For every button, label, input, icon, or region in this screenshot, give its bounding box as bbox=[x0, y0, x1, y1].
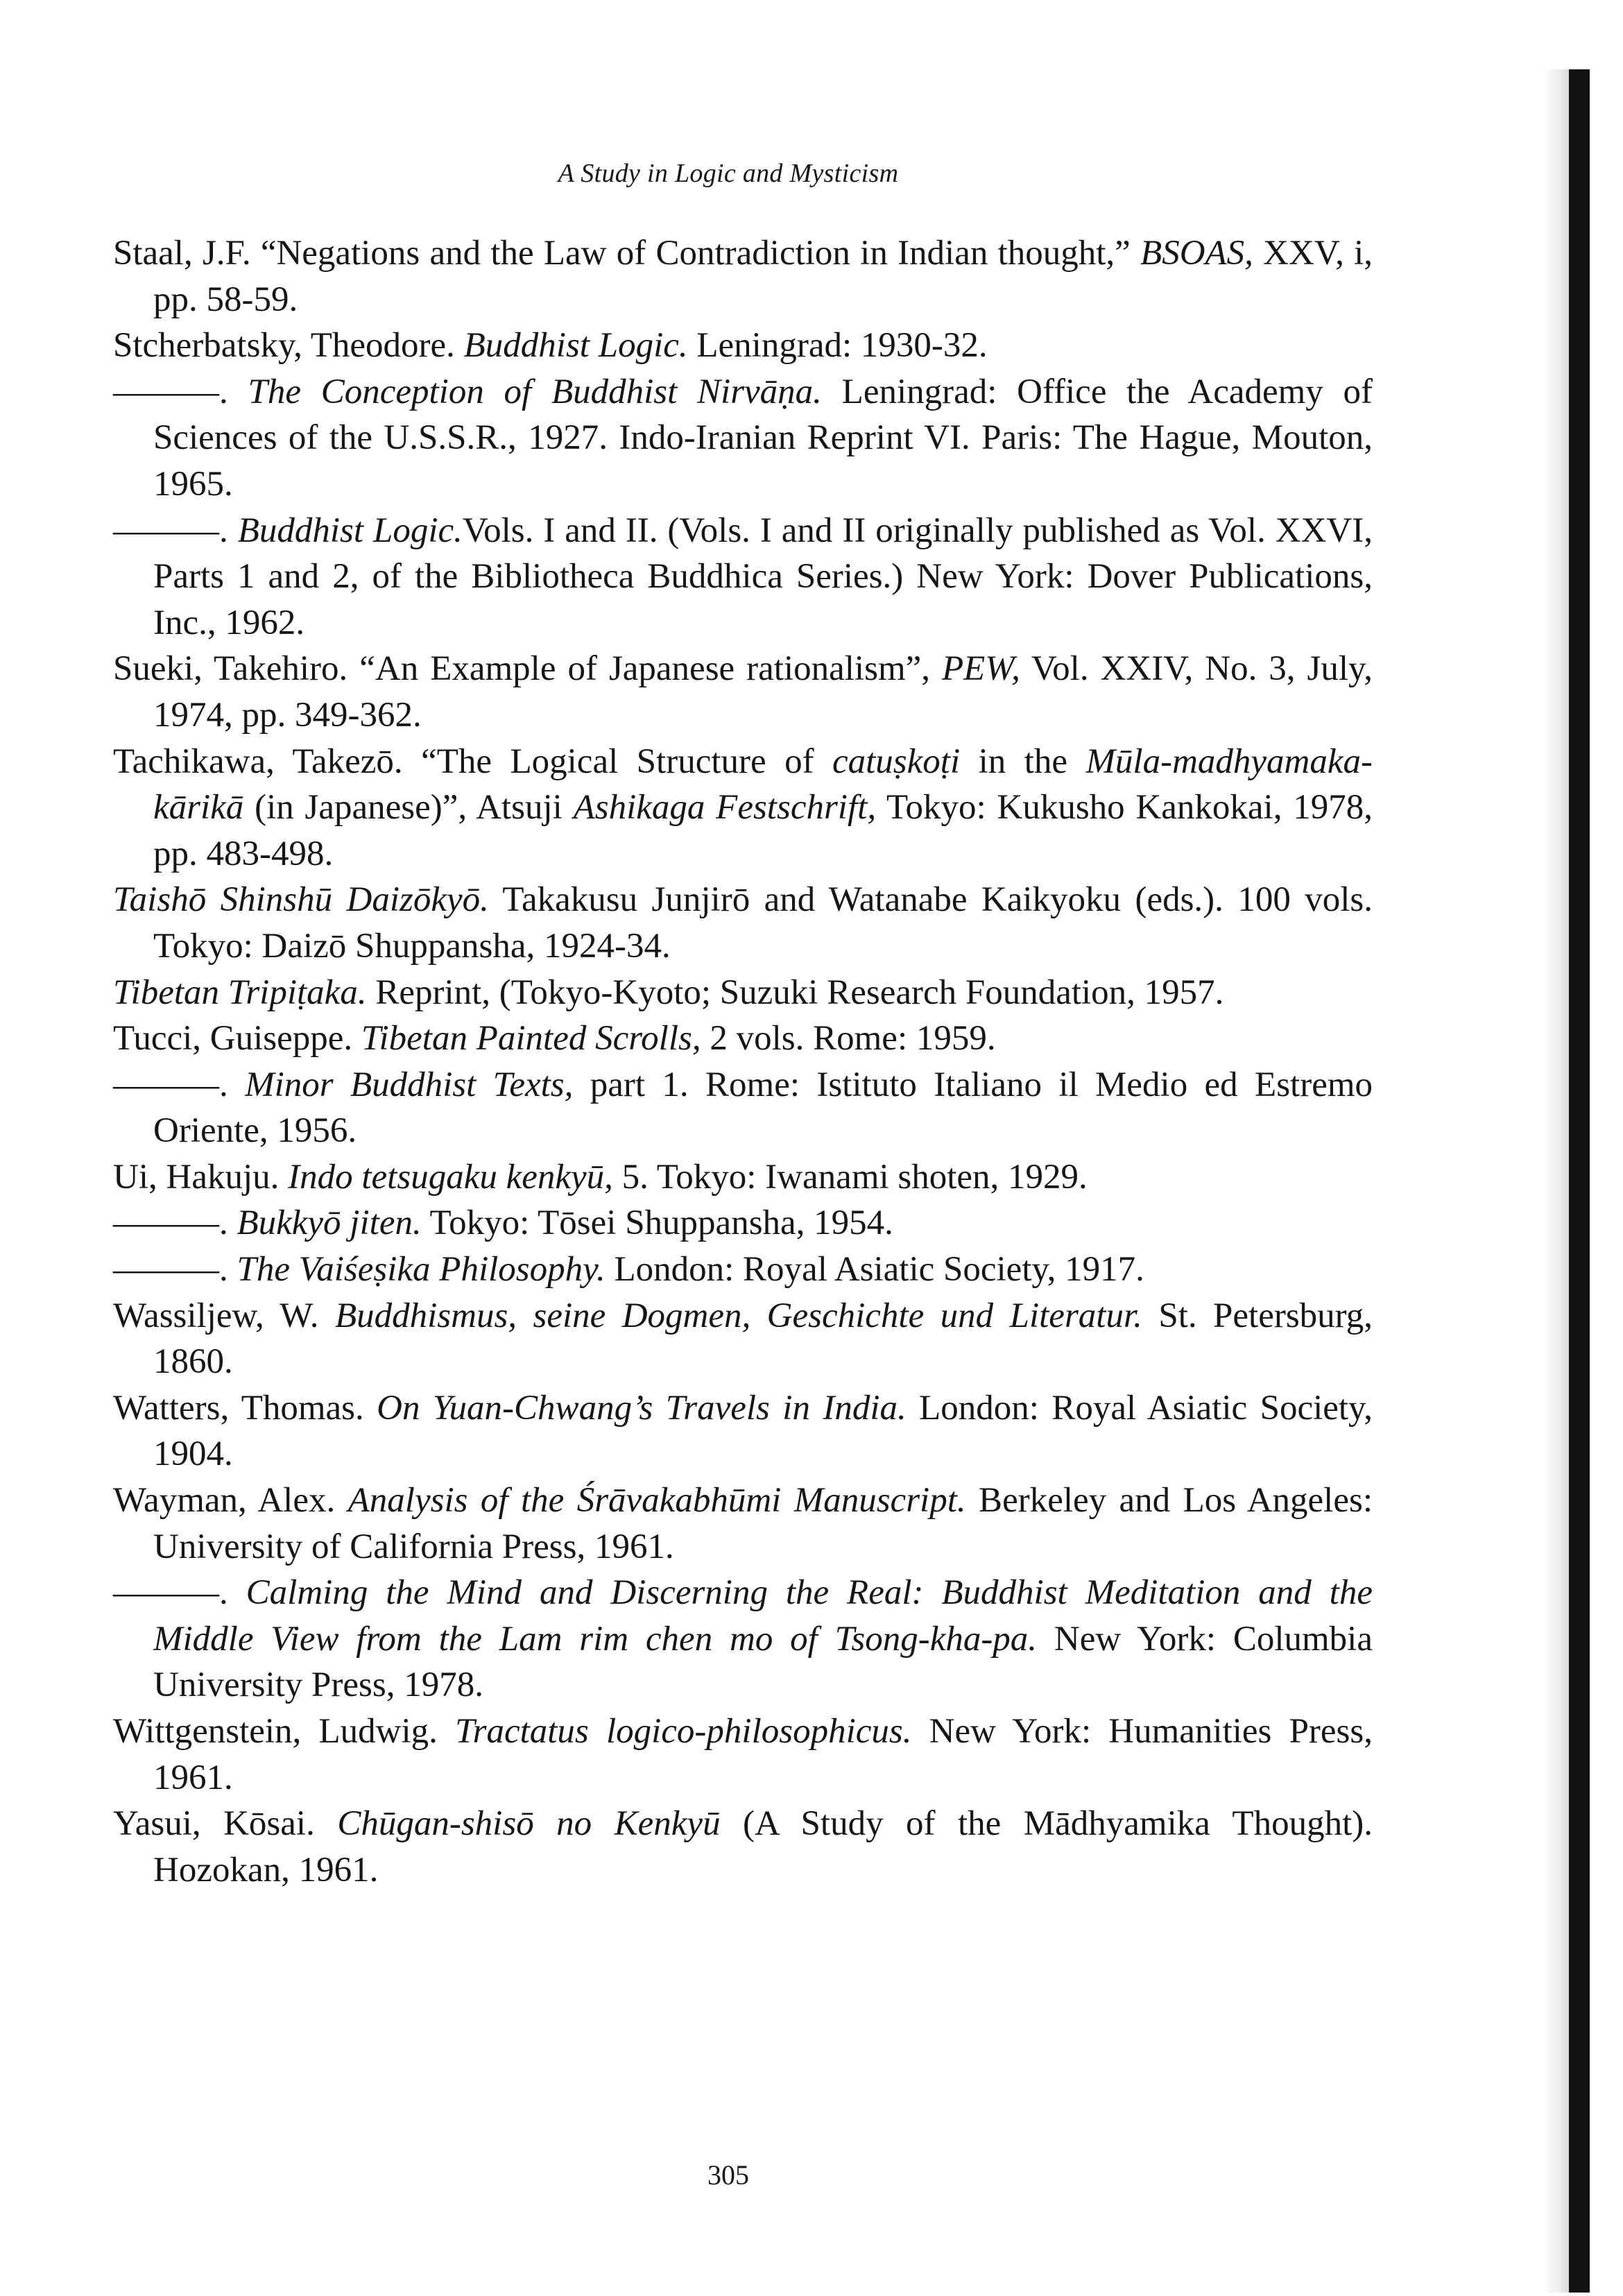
entry-details: Vols. I and II. (Vols. I and II originally published as Vol. XXVI, Parts 1 and 2, of the Bibliotheca Buddhica Series.) New York: Dover Publications, Inc., 1962. bbox=[153, 511, 1373, 642]
binding-shadow bbox=[1544, 69, 1569, 2293]
entry-text bbox=[279, 1158, 288, 1197]
entry-details: Reprint, (Tokyo-Kyoto; Suzuki Research Foundation, 1957. bbox=[366, 973, 1224, 1012]
bibliography-entry bbox=[113, 739, 1373, 877]
entry-details: Leningrad: 1930-32. bbox=[687, 326, 988, 366]
bibliography-entry bbox=[113, 323, 1373, 369]
bibliography-entry bbox=[113, 1385, 1373, 1477]
entry-author: Tachikawa, Takezō. bbox=[113, 742, 403, 781]
entry-author: Stcherbatsky, Theodore. bbox=[113, 326, 455, 366]
entry-details: Tokyo: Tōsei Shuppansha, 1954. bbox=[421, 1203, 893, 1243]
entry-details: New York: Columbia University Press, 1978. bbox=[153, 1619, 1373, 1705]
entry-author: Wassiljew, W. bbox=[113, 1296, 319, 1335]
entry-author: Wittgenstein, Ludwig. bbox=[113, 1712, 438, 1751]
entry-title: Tractatus logico-philosophicus. bbox=[455, 1712, 912, 1751]
bibliography-entry bbox=[113, 1293, 1373, 1385]
entry-author: ———. bbox=[113, 372, 228, 411]
entry-text bbox=[335, 1481, 347, 1520]
entry-text bbox=[455, 326, 464, 365]
entry-text bbox=[438, 1712, 455, 1751]
entry-title: Mūla-madhyamaka-kārikā bbox=[153, 742, 1373, 828]
entry-author: ———. bbox=[113, 1203, 228, 1243]
bibliography-entry bbox=[113, 1477, 1373, 1570]
entry-text: “The Logical Structure of bbox=[402, 742, 832, 781]
entry-details: part 1. Rome: Istituto Italiano il Medio ed Estremo Oriente, 1956. bbox=[153, 1065, 1373, 1151]
entry-text bbox=[228, 511, 238, 550]
entry-title: Ashikaga Festschrift, bbox=[573, 788, 877, 828]
entry-author: Tucci, Guiseppe. bbox=[113, 1019, 353, 1059]
entry-author: Watters, Thomas. bbox=[113, 1388, 364, 1428]
entry-title: The Conception of Buddhist Nirvāṇa. bbox=[248, 372, 822, 411]
entry-details: Vol. XXIV, No. 3, July, 1974, pp. 349-362. bbox=[153, 649, 1373, 735]
entry-title: Calming the Mind and Discerning the Real: Buddhist Meditation and the Middle View from the Lam rim chen mo of Tsong-kha-pa. bbox=[153, 1573, 1373, 1659]
bibliography-entry bbox=[113, 230, 1373, 323]
entry-title: Tibetan Tripiṭaka. bbox=[113, 973, 367, 1012]
bibliography-entry bbox=[113, 1016, 1373, 1062]
entry-title: On Yuan-Chwang’s Travels in India. bbox=[377, 1388, 907, 1428]
bibliography-entry bbox=[113, 646, 1373, 738]
entry-details: XXV, i, pp. 58-59. bbox=[153, 234, 1373, 319]
entry-details: Takakusu Junjirō and Watanabe Kaikyoku (eds.). 100 vols. Tokyo: Daizō Shuppansha, 1924-34. bbox=[153, 880, 1373, 966]
entry-title: Buddhismus, seine Dogmen, Geschichte und Literatur. bbox=[334, 1296, 1142, 1335]
entry-text bbox=[319, 1296, 335, 1335]
running-head: A Study in Logic and Mysticism bbox=[558, 159, 899, 188]
entry-title: PEW, bbox=[942, 649, 1020, 689]
entry-details: Tokyo: Kukusho Kankokai, 1978, pp. 483-498. bbox=[153, 788, 1373, 873]
bibliography-entry bbox=[113, 1708, 1373, 1801]
bibliography-entry bbox=[113, 1200, 1373, 1246]
entry-title: Chūgan-shisō no Kenkyū bbox=[337, 1804, 721, 1844]
entry-author: Yasui, Kōsai. bbox=[113, 1804, 315, 1844]
bibliography-entry bbox=[113, 877, 1373, 969]
entry-author: Wayman, Alex. bbox=[113, 1481, 336, 1520]
entry-details: London: Royal Asiatic Society, 1917. bbox=[605, 1250, 1144, 1290]
entry-text bbox=[228, 1250, 237, 1289]
entry-title: catuṣkoṭi bbox=[832, 742, 961, 781]
entry-author: ———. bbox=[113, 1250, 228, 1290]
entry-title: Minor Buddhist Texts, bbox=[245, 1065, 574, 1104]
entry-author: ———. bbox=[113, 511, 228, 550]
entry-author: Sueki, Takehiro. bbox=[113, 649, 348, 689]
entry-text bbox=[228, 1573, 246, 1612]
entry-title: Buddhist Logic. bbox=[237, 511, 463, 550]
entry-title: Buddhist Logic. bbox=[463, 326, 688, 366]
entry-text: “Negations and the Law of Contradiction in Indian thought,” bbox=[250, 234, 1141, 273]
bibliography-entry bbox=[113, 970, 1373, 1016]
entry-text bbox=[228, 1065, 245, 1104]
entry-author: Staal, J.F. bbox=[113, 234, 251, 273]
entry-details: (A Study of the Mādhyamika Thought). Hozokan, 1961. bbox=[153, 1804, 1373, 1890]
entry-title: BSOAS, bbox=[1140, 234, 1253, 273]
entry-author: ———. bbox=[113, 1065, 228, 1104]
entry-details: (in Japanese)”, Atsuji bbox=[243, 788, 574, 828]
entry-title: Taishō Shinshū Daizōkyō. bbox=[113, 880, 489, 920]
entry-text: “An Example of Japanese rationalism”, bbox=[347, 649, 942, 689]
binding-edge bbox=[1569, 69, 1590, 2293]
entry-title: Analysis of the Śrāvakabhūmi Manuscript. bbox=[347, 1481, 966, 1520]
entry-text bbox=[228, 1203, 237, 1242]
bibliography-entry bbox=[113, 1801, 1373, 1893]
entry-text bbox=[315, 1804, 337, 1843]
entry-details: 2 vols. Rome: 1959. bbox=[701, 1019, 996, 1059]
bibliography-entry bbox=[113, 1062, 1373, 1154]
entry-title: Bukkyō jiten. bbox=[237, 1203, 422, 1243]
entry-details: St. Petersburg, 1860. bbox=[153, 1296, 1373, 1382]
entry-details: in the bbox=[960, 742, 1086, 781]
entry-details: Leningrad: Office the Academy of Sciences of the U.S.S.R., 1927. Indo-Iranian Reprint VI. Paris: The Hague, Mouton, 1965. bbox=[153, 372, 1373, 504]
entry-text bbox=[364, 1389, 377, 1428]
entry-title: The Vaiśeṣika Philosophy. bbox=[237, 1250, 606, 1290]
bibliography-entry bbox=[113, 508, 1373, 646]
bibliography-entry bbox=[113, 1570, 1373, 1708]
entry-title: Tibetan Painted Scrolls, bbox=[361, 1019, 701, 1059]
entry-text bbox=[352, 1019, 361, 1058]
entry-title: Indo tetsugaku kenkyū, bbox=[288, 1157, 613, 1197]
bibliography-entry bbox=[113, 1154, 1373, 1201]
entry-text bbox=[228, 372, 248, 411]
bibliography-entry bbox=[113, 1246, 1373, 1293]
entry-author: ———. bbox=[113, 1573, 228, 1613]
entry-author: Ui, Hakuju. bbox=[113, 1157, 280, 1197]
bibliography-entry bbox=[113, 369, 1373, 508]
entry-details: London: Royal Asiatic Society, 1904. bbox=[153, 1388, 1373, 1474]
entry-details: Berkeley and Los Angeles: University of California Press, 1961. bbox=[153, 1481, 1373, 1566]
bibliography-list bbox=[113, 230, 1373, 1893]
page-number: 305 bbox=[707, 2159, 749, 2191]
entry-details: New York: Humanities Press, 1961. bbox=[153, 1712, 1373, 1797]
entry-details: 5. Tokyo: Iwanami shoten, 1929. bbox=[612, 1157, 1088, 1197]
